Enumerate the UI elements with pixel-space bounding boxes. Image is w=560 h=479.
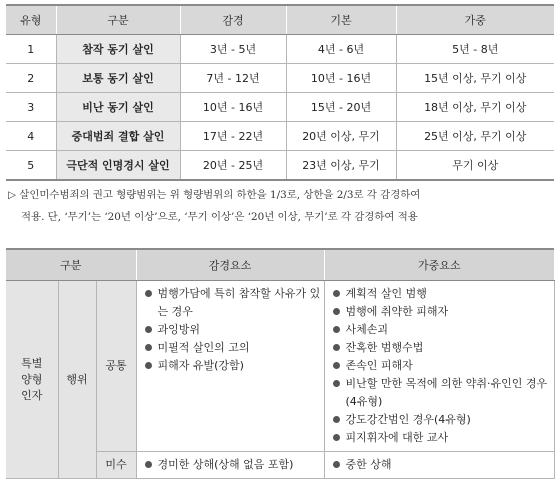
row-aggravated: 15년 이상, 무기 이상 xyxy=(396,64,554,93)
act-label: 행위 xyxy=(58,281,96,479)
attempt-note xyxy=(8,184,553,228)
row-name: 극단적 인명경시 살인 xyxy=(56,151,180,181)
header-aggravated: 가중 xyxy=(396,5,554,35)
list-item: 피지휘자에 대한 교사 xyxy=(333,429,554,447)
row-basic: 15년 - 20년 xyxy=(286,93,396,122)
row-basic: 20년 이상, 무기 xyxy=(286,122,396,151)
special-factors-table xyxy=(6,248,555,479)
header-basic: 기본 xyxy=(286,5,396,35)
row-aggravated: 5년 - 8년 xyxy=(396,35,554,64)
common-aggravating-cell xyxy=(324,281,554,452)
list-item: 경미한 상해(상해 없음 포함) xyxy=(145,456,324,474)
table-row xyxy=(6,151,554,181)
list-item: 잔혹한 범행수법 xyxy=(333,339,554,357)
row-name: 중대범죄 결합 살인 xyxy=(56,122,180,151)
table-header-row xyxy=(6,5,554,35)
list-item: 범행가담에 특히 참작할 사유가 있는 경우 xyxy=(145,285,324,321)
list-item: 비난할 만한 목적에 의한 약취·유인인 경우(4유형) xyxy=(333,375,554,411)
row-name: 참작 동기 살인 xyxy=(56,35,180,64)
row-aggravated: 18년 이상, 무기 이상 xyxy=(396,93,554,122)
bullet-icon xyxy=(145,326,152,333)
table-header-row xyxy=(6,249,554,281)
list-item: 존속인 피해자 xyxy=(333,357,554,375)
row-mitigated: 10년 - 16년 xyxy=(180,93,286,122)
common-mitigating-cell xyxy=(136,281,324,452)
list-item: 피해자 유발(강함) xyxy=(145,357,324,375)
table-row xyxy=(6,35,554,64)
list-item: 범행에 취약한 피해자 xyxy=(333,303,554,321)
bullet-icon xyxy=(333,380,340,387)
bullet-icon xyxy=(145,290,152,297)
row-aggravated: 25년 이상, 무기 이상 xyxy=(396,122,554,151)
note-line-2: 적용. 단, ‘무기’는 ‘20년 이상’으로, ‘무기 이상’은 ‘20년 이상, 무기’로 각 감경하여 적용 xyxy=(21,211,418,223)
aggravating-list xyxy=(325,452,554,478)
row-basic: 23년 이상, 무기 xyxy=(286,151,396,181)
header-category: 구분 xyxy=(6,249,136,281)
table-row xyxy=(6,64,554,93)
bullet-icon xyxy=(333,434,340,441)
header-category: 구분 xyxy=(56,5,180,35)
row-type: 5 xyxy=(6,151,56,181)
list-item: 계획적 살인 범행 xyxy=(333,285,554,303)
bullet-icon xyxy=(333,416,340,423)
list-item: 사체손괴 xyxy=(333,321,554,339)
attempt-label: 미수 xyxy=(96,452,136,479)
row-type: 1 xyxy=(6,35,56,64)
row-mitigated: 20년 - 25년 xyxy=(180,151,286,181)
row-aggravated: 무기 이상 xyxy=(396,151,554,181)
list-item: 강도강간범인 경우(4유형) xyxy=(333,411,554,429)
row-type: 2 xyxy=(6,64,56,93)
bullet-icon xyxy=(333,326,340,333)
special-factor-label: 특별 양형 인자 xyxy=(6,281,58,479)
aggravating-list xyxy=(325,281,554,451)
header-mitigating: 감경요소 xyxy=(136,249,324,281)
bullet-icon xyxy=(145,344,152,351)
header-mitigated: 감경 xyxy=(180,5,286,35)
sentencing-range-table xyxy=(6,4,554,181)
header-type: 유형 xyxy=(6,5,56,35)
row-name: 비난 동기 살인 xyxy=(56,93,180,122)
bullet-icon xyxy=(333,461,340,468)
list-item: 미필적 살인의 고의 xyxy=(145,339,324,357)
table-row xyxy=(6,122,554,151)
row-basic: 10년 - 16년 xyxy=(286,64,396,93)
row-basic: 4년 - 6년 xyxy=(286,35,396,64)
bullet-icon xyxy=(333,290,340,297)
row-mitigated: 17년 - 22년 xyxy=(180,122,286,151)
bullet-icon xyxy=(333,344,340,351)
bullet-icon xyxy=(145,362,152,369)
attempt-aggravating-cell xyxy=(324,452,554,479)
attempt-mitigating-cell xyxy=(136,452,324,479)
row-mitigated: 3년 - 5년 xyxy=(180,35,286,64)
table-row-common xyxy=(6,281,554,452)
common-label: 공통 xyxy=(96,281,136,452)
mitigating-list xyxy=(137,281,324,379)
row-name: 보통 동기 살인 xyxy=(56,64,180,93)
mitigating-list xyxy=(137,452,324,478)
bullet-icon xyxy=(333,362,340,369)
list-item: 중한 상해 xyxy=(333,456,554,474)
bullet-icon xyxy=(333,308,340,315)
row-mitigated: 7년 - 12년 xyxy=(180,64,286,93)
row-type: 3 xyxy=(6,93,56,122)
bullet-icon xyxy=(145,461,152,468)
header-aggravating: 가중요소 xyxy=(324,249,554,281)
table-row xyxy=(6,93,554,122)
note-line-1: ▷ 살인미수범죄의 권고 형량범위는 위 형량범위의 하한을 1/3로, 상한을 2/3로 각 감경하여 xyxy=(8,189,421,201)
row-type: 4 xyxy=(6,122,56,151)
list-item: 과잉방위 xyxy=(145,321,324,339)
